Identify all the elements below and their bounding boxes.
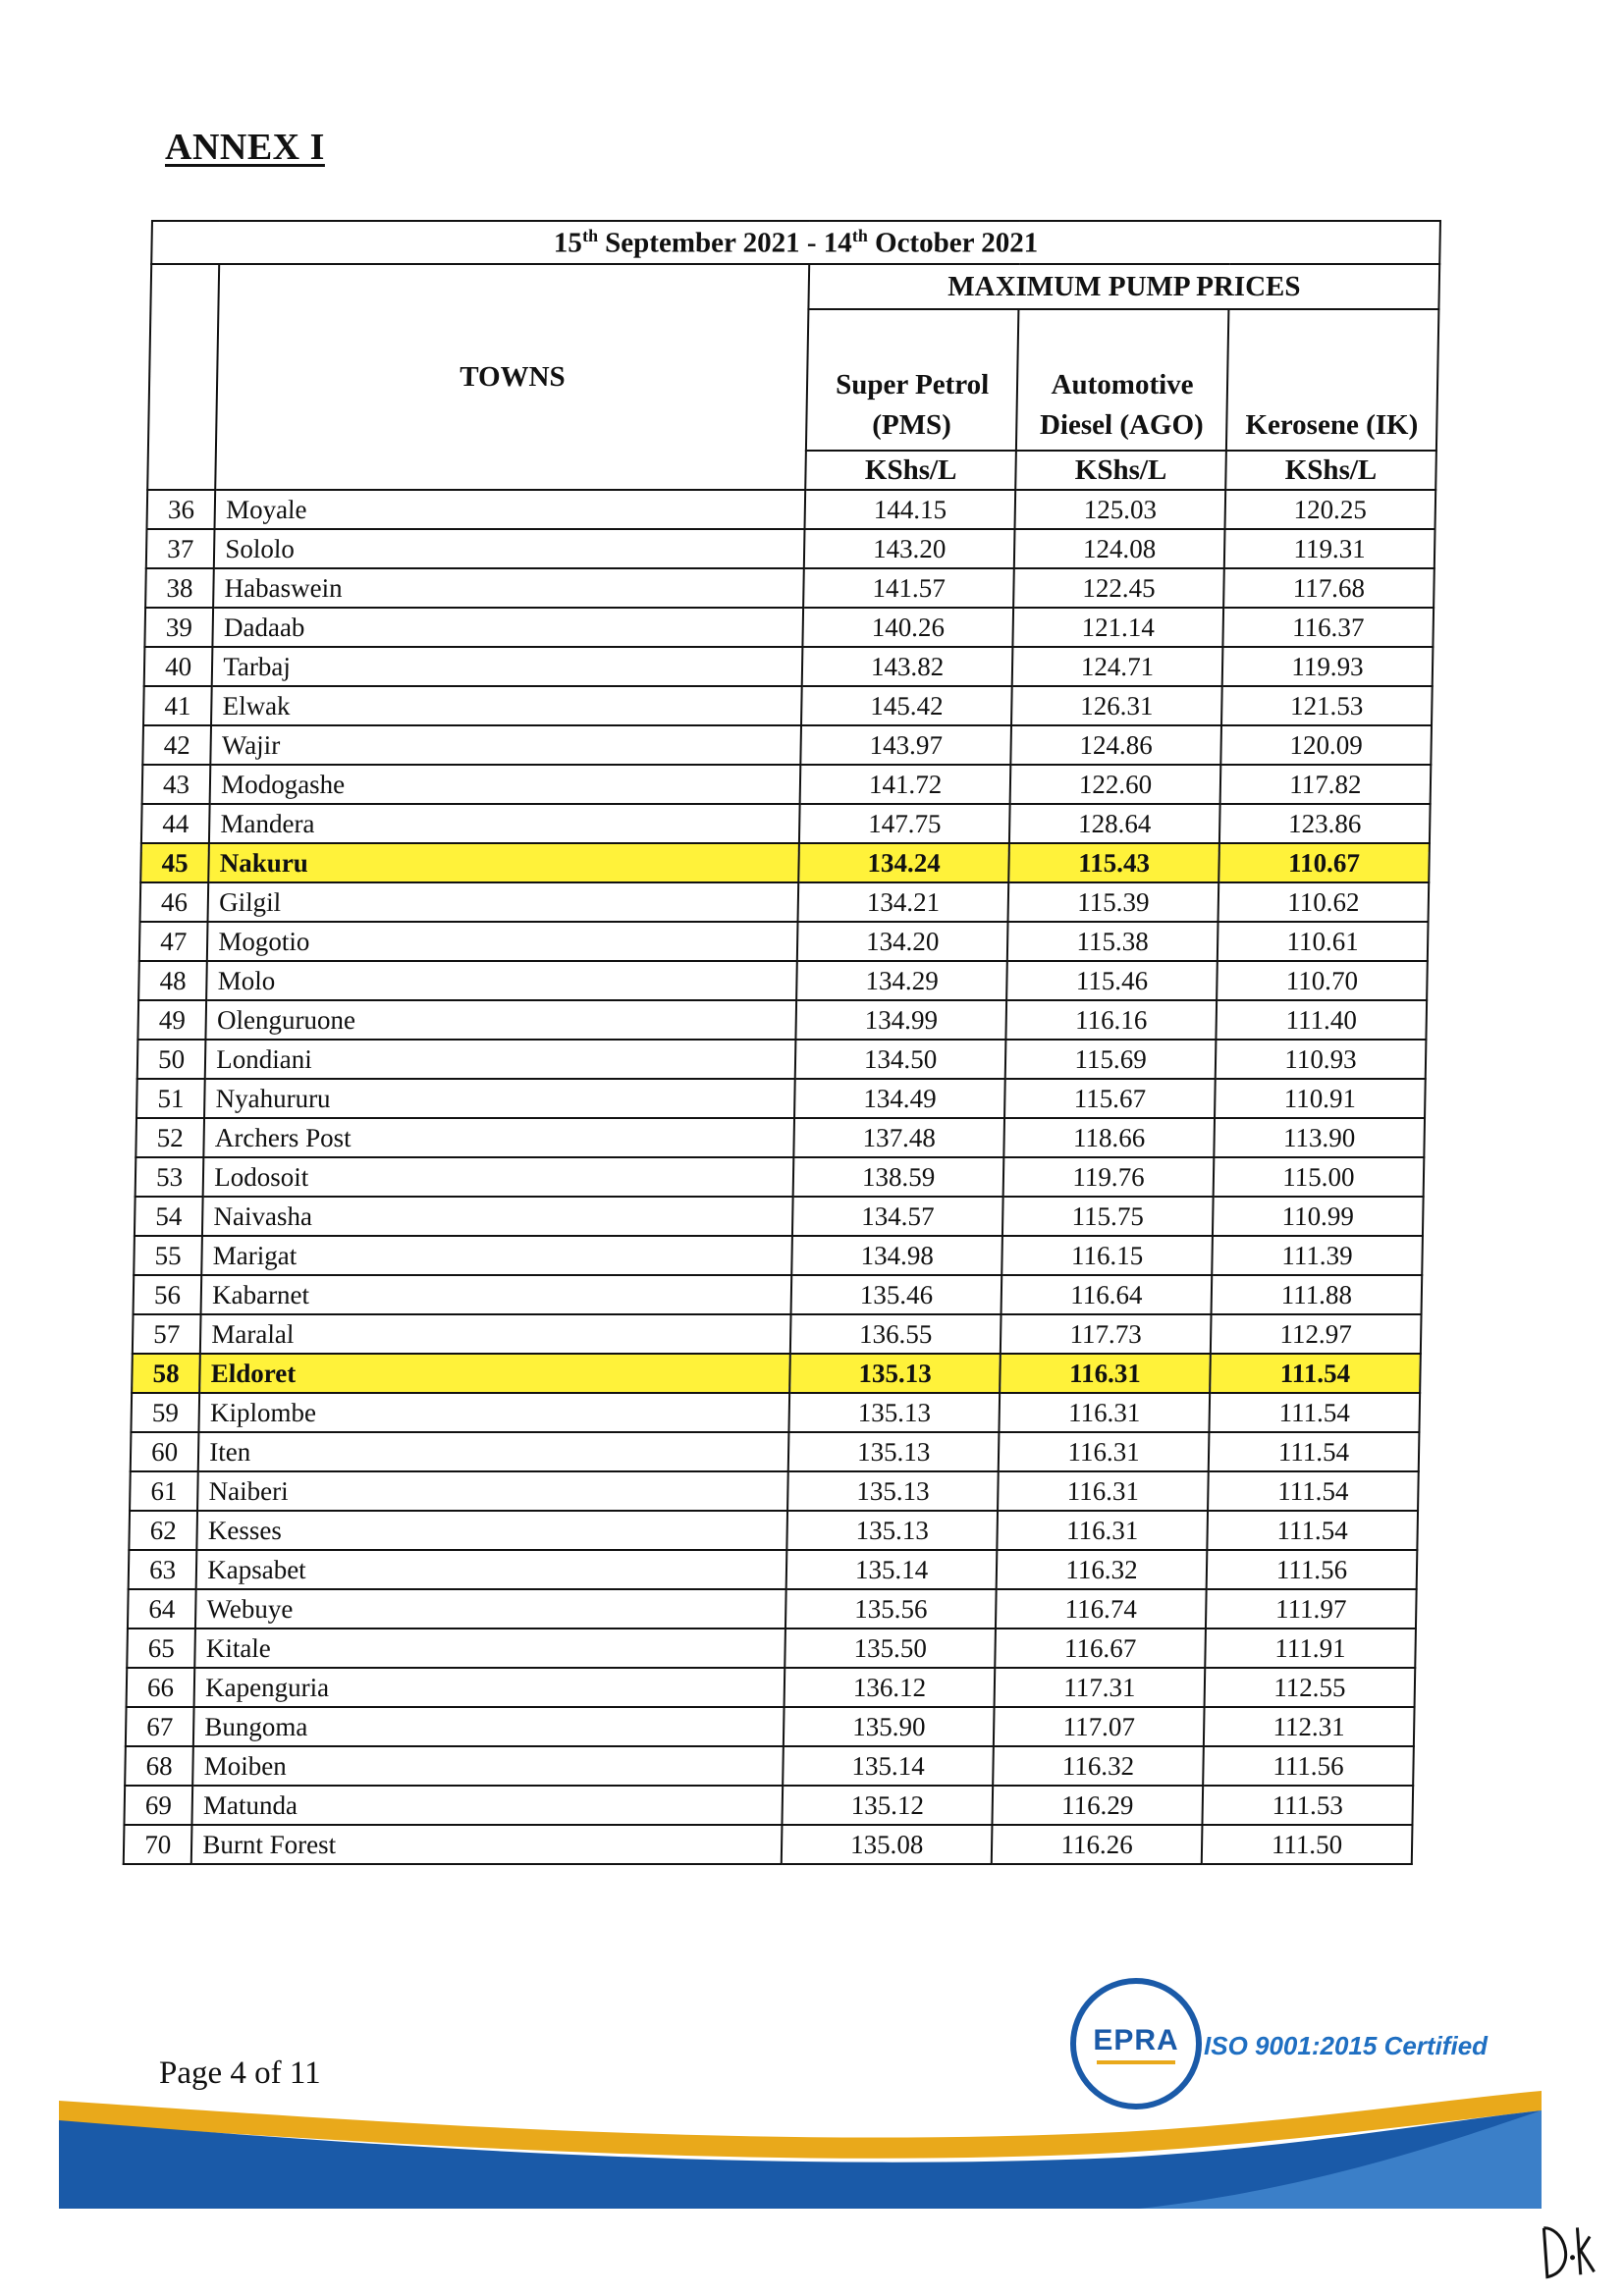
- ik-price: 111.88: [1212, 1275, 1423, 1314]
- row-number: 58: [132, 1354, 200, 1393]
- ago-price: 116.74: [996, 1589, 1207, 1629]
- row-number: 43: [142, 765, 211, 804]
- ik-price: 111.54: [1207, 1511, 1418, 1550]
- table-row: [144, 647, 1434, 686]
- table-row: [127, 1668, 1416, 1707]
- town-name: Dadaab: [213, 608, 804, 647]
- ago-price: 116.31: [1000, 1354, 1211, 1393]
- pms-price: 134.21: [798, 882, 1009, 922]
- ago-price: 117.07: [994, 1707, 1205, 1746]
- pms-price: 134.50: [795, 1040, 1006, 1079]
- ago-price: 115.38: [1007, 922, 1218, 961]
- row-number: 53: [135, 1157, 204, 1197]
- ago-price: 116.26: [992, 1825, 1203, 1864]
- table-row: [134, 1275, 1423, 1314]
- row-number: 69: [124, 1786, 192, 1825]
- annex-title: ANNEX I: [165, 127, 325, 168]
- row-number: 44: [141, 804, 210, 843]
- ago-price: 116.64: [1001, 1275, 1213, 1314]
- row-number: 45: [140, 843, 209, 882]
- row-number: 60: [131, 1432, 199, 1471]
- row-number: 59: [131, 1393, 199, 1432]
- row-number: 51: [136, 1079, 205, 1118]
- pms-price: 141.57: [803, 568, 1014, 608]
- ik-price: 111.54: [1208, 1471, 1419, 1511]
- row-number: 64: [128, 1589, 196, 1629]
- ik-price: 111.39: [1212, 1236, 1423, 1275]
- ago-price: 115.46: [1006, 961, 1218, 1000]
- ik-price: 121.53: [1221, 686, 1433, 725]
- period-header: 15th September 2021 - 14th October 2021: [151, 221, 1440, 264]
- ik-price: 110.61: [1218, 922, 1429, 961]
- ik-price: 115.00: [1214, 1157, 1425, 1197]
- pms-price: 145.42: [801, 686, 1012, 725]
- table-row: [130, 1471, 1419, 1511]
- ago-price: 125.03: [1015, 490, 1226, 529]
- iso-certification: ISO 9001:2015 Certified: [1204, 2031, 1489, 2060]
- ago-price: 116.15: [1001, 1236, 1213, 1275]
- ik-price: 111.50: [1202, 1825, 1413, 1864]
- ago-price: 124.86: [1010, 725, 1221, 765]
- row-number: 55: [134, 1236, 202, 1275]
- table-row-highlighted: [140, 843, 1430, 882]
- ik-price: 113.90: [1214, 1118, 1425, 1157]
- town-name: Lodosoit: [203, 1157, 794, 1197]
- town-name: Habaswein: [213, 568, 804, 608]
- row-number: 46: [140, 882, 209, 922]
- table-row: [137, 1040, 1427, 1079]
- ik-price: 111.91: [1205, 1629, 1416, 1668]
- table-row: [131, 1432, 1420, 1471]
- table-row: [142, 725, 1432, 765]
- page-number: Page 4 of 11: [159, 2056, 321, 2091]
- town-name: Eldoret: [199, 1354, 790, 1393]
- town-name: Nakuru: [208, 843, 799, 882]
- town-name: Kitale: [195, 1629, 786, 1668]
- ik-price: 119.93: [1222, 647, 1434, 686]
- row-number: 41: [143, 686, 212, 725]
- ago-price: 116.32: [993, 1746, 1204, 1786]
- epra-logo-underline: [1097, 2060, 1175, 2064]
- ik-price: 111.53: [1202, 1786, 1413, 1825]
- town-name: Londiani: [205, 1040, 796, 1079]
- table-row: [131, 1393, 1420, 1432]
- town-name: Nyahururu: [204, 1079, 795, 1118]
- ago-price: 119.76: [1003, 1157, 1215, 1197]
- table-row: [133, 1314, 1422, 1354]
- town-name: Gilgil: [208, 882, 799, 922]
- ik-price: 111.54: [1209, 1432, 1420, 1471]
- pms-price: 136.12: [785, 1668, 996, 1707]
- town-name: Marigat: [201, 1236, 792, 1275]
- row-number: 50: [137, 1040, 206, 1079]
- ik-price: 111.40: [1216, 1000, 1427, 1040]
- town-name: Mogotio: [207, 922, 798, 961]
- kerosene-header: Kerosene (IK): [1226, 309, 1439, 451]
- town-name: Moyale: [215, 490, 806, 529]
- town-name: Naiberi: [197, 1471, 788, 1511]
- pump-price-table: [123, 220, 1441, 1865]
- ik-price: 119.31: [1224, 529, 1435, 568]
- ik-price: 110.91: [1215, 1079, 1426, 1118]
- ik-price: 110.62: [1218, 882, 1430, 922]
- ago-price: 116.16: [1006, 1000, 1218, 1040]
- ago-price: 122.45: [1013, 568, 1224, 608]
- max-pump-prices-header: MAXIMUM PUMP PRICES: [809, 264, 1440, 309]
- table-row: [135, 1197, 1424, 1236]
- pms-price: 135.08: [782, 1825, 993, 1864]
- ago-price: 124.71: [1012, 647, 1223, 686]
- row-number: 47: [139, 922, 208, 961]
- town-name: Kiplombe: [199, 1393, 790, 1432]
- town-name: Matunda: [192, 1786, 784, 1825]
- pms-price: 134.20: [797, 922, 1008, 961]
- ik-price: 111.56: [1207, 1550, 1418, 1589]
- table-row: [128, 1589, 1417, 1629]
- table-row: [125, 1746, 1414, 1786]
- footer-wave-graphic: [59, 2071, 1542, 2218]
- row-number: 68: [125, 1746, 193, 1786]
- town-name: Iten: [198, 1432, 789, 1471]
- ago-price: 116.32: [997, 1550, 1208, 1589]
- price-rows: [124, 490, 1435, 1864]
- row-number: 40: [144, 647, 213, 686]
- ago-price: 115.43: [1008, 843, 1219, 882]
- row-number: 54: [135, 1197, 203, 1236]
- ago-price: 121.14: [1013, 608, 1224, 647]
- row-number: 48: [138, 961, 207, 1000]
- pms-price: 147.75: [799, 804, 1010, 843]
- automotive-diesel-header: Automotive Diesel (AGO): [1016, 309, 1228, 451]
- pms-price: 135.13: [789, 1393, 1001, 1432]
- pms-price: 135.90: [784, 1707, 995, 1746]
- row-number: 61: [130, 1471, 198, 1511]
- table-row: [146, 529, 1435, 568]
- table-row: [137, 1000, 1427, 1040]
- epra-logo: [1070, 1978, 1202, 2109]
- table-row: [138, 961, 1428, 1000]
- pms-price: 134.99: [796, 1000, 1007, 1040]
- pms-price: 137.48: [794, 1118, 1005, 1157]
- row-number: 57: [133, 1314, 201, 1354]
- town-name: Mandera: [209, 804, 800, 843]
- pms-price: 144.15: [805, 490, 1016, 529]
- row-number: 37: [146, 529, 215, 568]
- town-name: Webuye: [195, 1589, 786, 1629]
- ik-price: 112.97: [1211, 1314, 1422, 1354]
- ago-price: 122.60: [1010, 765, 1221, 804]
- row-number: 42: [142, 725, 211, 765]
- table-row: [129, 1511, 1418, 1550]
- ik-price: 112.55: [1205, 1668, 1416, 1707]
- ago-price: 124.08: [1014, 529, 1225, 568]
- handwritten-initials: [1538, 2216, 1600, 2283]
- pms-price: 143.82: [802, 647, 1013, 686]
- ago-price: 115.39: [1008, 882, 1219, 922]
- pms-price: 134.29: [796, 961, 1007, 1000]
- ik-price: 110.93: [1216, 1040, 1427, 1079]
- pms-price: 135.46: [791, 1275, 1002, 1314]
- pms-price: 140.26: [803, 608, 1014, 647]
- super-petrol-header: Super Petrol (PMS): [806, 309, 1018, 451]
- row-number: 56: [134, 1275, 202, 1314]
- town-name: Molo: [206, 961, 797, 1000]
- row-number: 70: [124, 1825, 192, 1864]
- pms-price: 135.13: [788, 1432, 1000, 1471]
- towns-header: TOWNS: [215, 264, 809, 490]
- town-name: Burnt Forest: [191, 1825, 783, 1864]
- ik-price: 111.54: [1209, 1393, 1420, 1432]
- town-name: Naivasha: [202, 1197, 793, 1236]
- table-row: [144, 608, 1434, 647]
- ago-price: 117.31: [995, 1668, 1206, 1707]
- pms-price: 134.98: [791, 1236, 1002, 1275]
- pms-price: 134.57: [792, 1197, 1003, 1236]
- table-row: [124, 1825, 1413, 1864]
- table-row: [143, 686, 1433, 725]
- table-row: [134, 1236, 1423, 1275]
- ik-price: 111.56: [1203, 1746, 1414, 1786]
- town-name: Modogashe: [210, 765, 801, 804]
- town-name: Sololo: [214, 529, 805, 568]
- town-name: Kapenguria: [194, 1668, 785, 1707]
- ago-unit-header: KShs/L: [1015, 451, 1226, 490]
- ik-price: 123.86: [1219, 804, 1431, 843]
- epra-logo-text: EPRA: [1093, 2023, 1179, 2056]
- town-name: Olenguruone: [206, 1000, 797, 1040]
- table-row: [141, 804, 1431, 843]
- ago-price: 115.67: [1004, 1079, 1216, 1118]
- row-number: 36: [147, 490, 216, 529]
- town-name: Moiben: [192, 1746, 784, 1786]
- table-row: [126, 1707, 1415, 1746]
- ik-price: 111.97: [1206, 1589, 1417, 1629]
- ago-price: 116.29: [993, 1786, 1204, 1825]
- town-name: Kabarnet: [201, 1275, 792, 1314]
- ago-price: 116.31: [1000, 1393, 1211, 1432]
- row-number: 38: [145, 568, 214, 608]
- town-name: Tarbaj: [212, 647, 803, 686]
- row-number: 62: [129, 1511, 197, 1550]
- ago-price: 117.73: [1001, 1314, 1212, 1354]
- ago-price: 115.69: [1005, 1040, 1217, 1079]
- town-name: Archers Post: [204, 1118, 795, 1157]
- ik-price: 110.70: [1217, 961, 1428, 1000]
- row-number: 52: [135, 1118, 204, 1157]
- row-number: 65: [127, 1629, 195, 1668]
- ago-price: 118.66: [1003, 1118, 1215, 1157]
- pms-price: 134.24: [798, 843, 1009, 882]
- town-name: Maralal: [200, 1314, 791, 1354]
- ik-price: 117.82: [1220, 765, 1432, 804]
- town-name: Bungoma: [193, 1707, 785, 1746]
- row-number: 66: [127, 1668, 195, 1707]
- table-row: [127, 1629, 1416, 1668]
- row-number: 49: [137, 1000, 206, 1040]
- ago-price: 115.75: [1002, 1197, 1214, 1236]
- pms-price: 143.20: [804, 529, 1015, 568]
- pms-price: 136.55: [790, 1314, 1001, 1354]
- pms-price: 135.56: [785, 1589, 997, 1629]
- table-row: [129, 1550, 1418, 1589]
- town-name: Wajir: [211, 725, 802, 765]
- table-row: [145, 568, 1435, 608]
- pms-price: 135.12: [783, 1786, 994, 1825]
- row-number: 39: [144, 608, 213, 647]
- table-row: [135, 1118, 1425, 1157]
- table-row: [140, 882, 1430, 922]
- row-number: 63: [129, 1550, 197, 1589]
- ik-price: 120.25: [1224, 490, 1435, 529]
- town-name: Kapsabet: [196, 1550, 787, 1589]
- ik-price: 120.09: [1220, 725, 1432, 765]
- ik-unit-header: KShs/L: [1225, 451, 1436, 490]
- pms-price: 138.59: [793, 1157, 1004, 1197]
- pms-price: 135.14: [786, 1550, 998, 1589]
- ik-price: 112.31: [1204, 1707, 1415, 1746]
- pms-price: 134.49: [794, 1079, 1005, 1118]
- pms-price: 135.13: [787, 1471, 999, 1511]
- row-number: 67: [126, 1707, 194, 1746]
- pms-unit-header: KShs/L: [805, 451, 1016, 490]
- table-row-highlighted: [132, 1354, 1421, 1393]
- town-name: Kesses: [197, 1511, 788, 1550]
- table-row: [139, 922, 1429, 961]
- row-number-header: [147, 264, 219, 490]
- table-row: [124, 1786, 1413, 1825]
- ago-price: 128.64: [1009, 804, 1220, 843]
- ik-price: 117.68: [1223, 568, 1435, 608]
- pms-price: 135.50: [785, 1629, 996, 1668]
- ik-price: 116.37: [1222, 608, 1434, 647]
- ik-price: 111.54: [1210, 1354, 1421, 1393]
- ago-price: 116.31: [999, 1432, 1210, 1471]
- ago-price: 126.31: [1011, 686, 1222, 725]
- ik-price: 110.99: [1213, 1197, 1424, 1236]
- ago-price: 116.67: [995, 1629, 1206, 1668]
- pms-price: 141.72: [800, 765, 1011, 804]
- pms-price: 135.13: [789, 1354, 1001, 1393]
- town-name: Elwak: [211, 686, 802, 725]
- ago-price: 116.31: [998, 1471, 1209, 1511]
- table-row: [142, 765, 1432, 804]
- table-row: [147, 490, 1436, 529]
- pms-price: 135.14: [783, 1746, 994, 1786]
- pms-price: 143.97: [801, 725, 1012, 765]
- table-row: [135, 1157, 1425, 1197]
- pms-price: 135.13: [787, 1511, 999, 1550]
- table-row: [136, 1079, 1426, 1118]
- ago-price: 116.31: [997, 1511, 1208, 1550]
- ik-price: 110.67: [1218, 843, 1430, 882]
